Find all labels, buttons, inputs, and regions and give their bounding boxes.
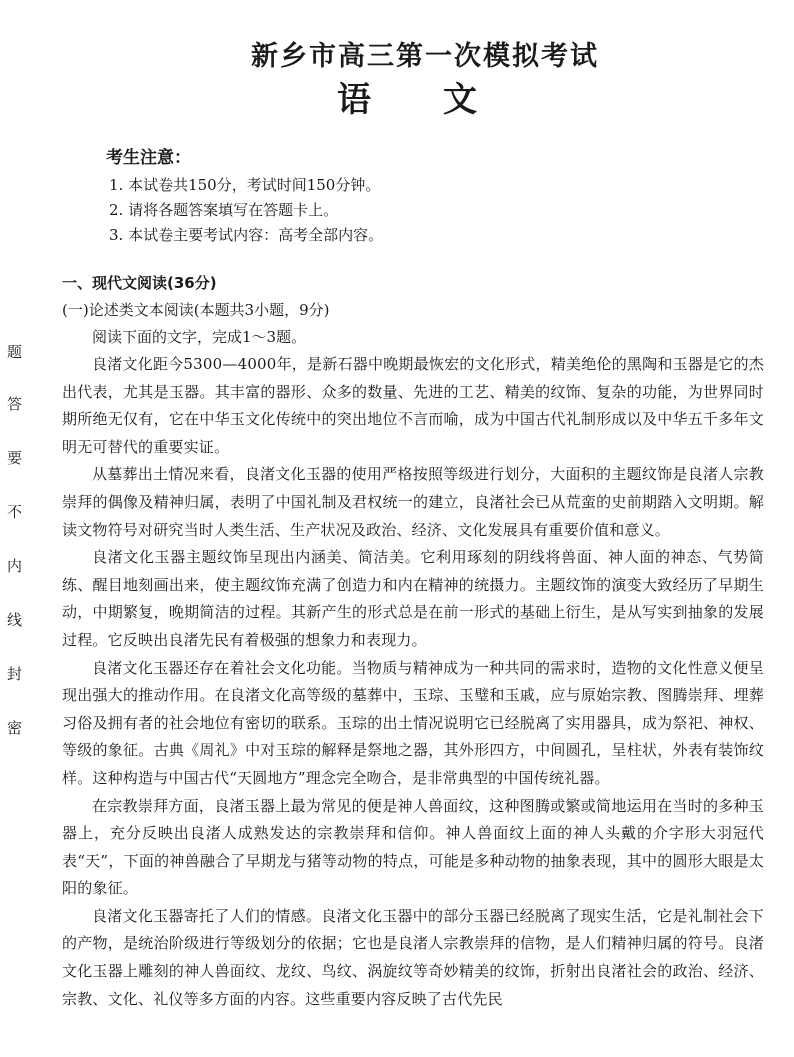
exam-title: 新乡市高三第一次模拟考试 <box>251 41 599 72</box>
side-char: 线 <box>7 611 23 629</box>
notice-item: 1. 本试卷共150分，考试时间150分钟。 <box>109 176 381 194</box>
passage-paragraph: 良渚文化玉器寄托了人们的情感。良渚文化玉器中的部分玉器已经脱离了现实生活，它是礼制社会下的产物，是统治阶级进行等级划分的依据；它也是良渚人宗教崇拜的信物，是人们精神归属的符号。良渚文化玉器上雕刻的神人兽面纹、龙纹、鸟纹、涡旋纹等奇妙精美的纹饰，折射出良渚社会的政治、经济、宗教、文化、礼仪等多方面的内容。这些重要内容反映了古代先民 <box>62 906 764 1008</box>
passage-paragraph: 良渚文化玉器主题纹饰呈现出内涵美、简洁美。它利用琢刻的阴线将兽面、神人面的神态、气势简练、醒目地刻画出来，使主题纹饰充满了创造力和内在精神的统摄力。主题纹饰的演变大致经历了早期生动，中期繁复，晚期简洁的过程。其新产生的形式总是在前一形式的基础上衍生，是从写实到抽象的发展过程。它反映出良渚先民有着极强的想象力和表现力。 <box>62 548 764 649</box>
notice-title: 考生注意： <box>106 148 191 168</box>
section-subheading: (一)论述类文本阅读(本题共3小题，9分) <box>62 301 330 319</box>
subject-char-left: 语 <box>337 80 371 120</box>
side-char: 密 <box>7 719 23 737</box>
side-char: 要 <box>7 449 23 467</box>
subject-char-right: 文 <box>443 80 477 120</box>
notice-item: 2. 请将各题答案填写在答题卡上。 <box>109 201 339 219</box>
section-instruction: 阅读下面的文字，完成1～3题。 <box>92 328 307 346</box>
candidate-notice <box>106 145 766 248</box>
side-char: 内 <box>7 557 23 575</box>
side-char: 答 <box>7 395 23 413</box>
binding-margin-notice <box>0 300 30 1057</box>
reading-section <box>62 270 764 1013</box>
side-char: 封 <box>7 665 23 683</box>
passage-paragraph: 良渚文化玉器还存在着社会文化功能。当物质与精神成为一种共同的需求时，造物的文化性意义便呈现出强大的推动作用。在良渚文化高等级的墓葬中，玉琮、玉璧和玉戚，应与原始宗教、图腾崇拜、埋葬习俗及拥有者的社会地位有密切的联系。玉琮的出土情况说明它已经脱离了实用器具，成为祭祀、神权、等级的象征。古典《周礼》中对玉琮的解释是祭地之器，其外形四方，中间圆孔，呈柱状，外表有装饰纹样。这种构造与中国古代“天圆地方”理念完全吻合，是非常典型的中国传统礼器。 <box>62 658 764 787</box>
passage-paragraph: 在宗教崇拜方面，良渚玉器上最为常见的便是神人兽面纹，这种图腾或繁或简地运用在当时的多种玉器上，充分反映出良渚人成熟发达的宗教崇拜和信仰。神人兽面纹上面的神人头戴的介字形大羽冠代表“天”，下面的神兽融合了早期龙与猪等动物的特点，可能是多种动物的抽象表现，其中的圆形大眼是太阳的象征。 <box>62 796 764 898</box>
passage-paragraph: 良渚文化距今5300—4000年，是新石器中晚期最恢宏的文化形式，精美绝伦的黑陶和玉器是它的杰出代表，尤其是玉器。其丰富的器形、众多的数量、先进的工艺、精美的纹饰、复杂的功能，为世界同时期所绝无仅有，它在中华玉文化传统中的突出地位不言而喻，成为中国古代礼制形成以及中华五千多年文明无可替代的重要实证。 <box>62 355 764 456</box>
side-char: 题 <box>7 343 23 361</box>
notice-item: 3. 本试卷主要考试内容：高考全部内容。 <box>109 226 384 244</box>
passage-paragraph: 从墓葬出土情况来看，良渚文化玉器的使用严格按照等级进行划分，大面积的主题纹饰是良渚人宗教崇拜的偶像及精神归属，表明了中国礼制及君权统一的建立，良渚社会已从荒蛮的史前期踏入文明期。解读文物符号对研究当时人类生活、生产状况及政治、经济、文化发展具有重要价值和意义。 <box>62 465 764 539</box>
section-heading: 一、现代文阅读(36分) <box>62 274 217 292</box>
subject-title <box>10 72 794 121</box>
side-char: 不 <box>7 503 23 521</box>
